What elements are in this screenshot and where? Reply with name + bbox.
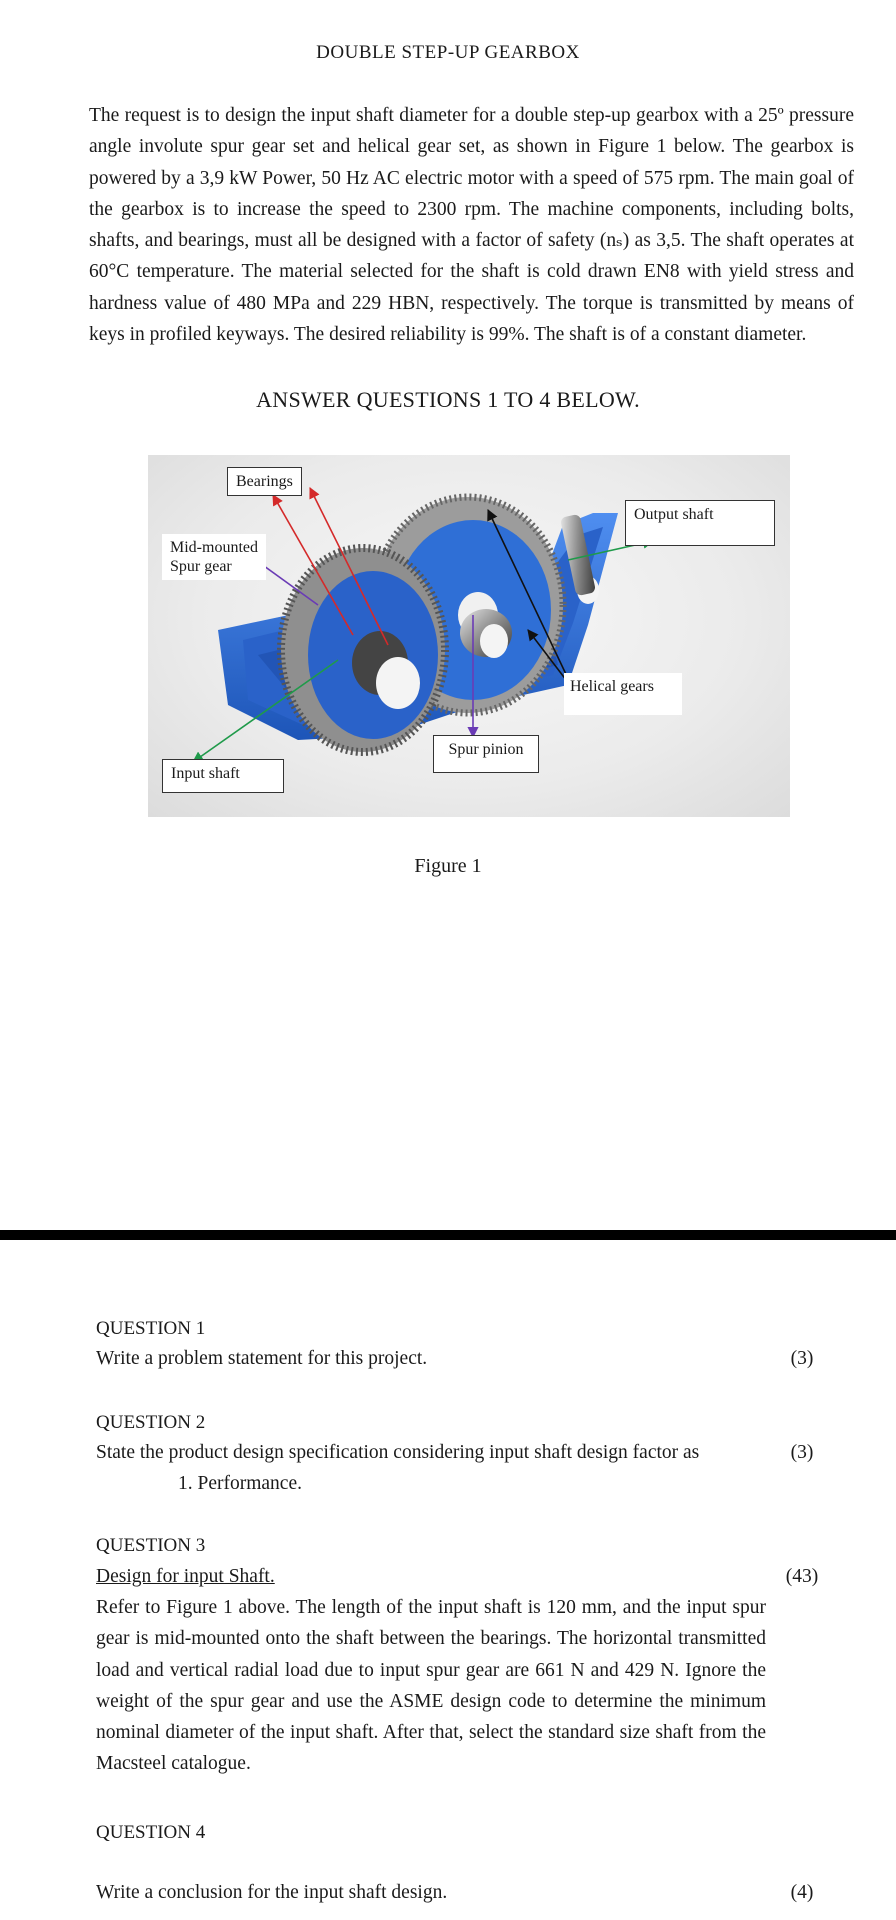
spur-pinion-label: Spur pinion: [433, 735, 539, 773]
question-2-marks: (3): [790, 1442, 814, 1463]
question-1-text: Write a problem statement for this project.: [96, 1348, 428, 1369]
answer-questions-heading: ANSWER QUESTIONS 1 TO 4 BELOW.: [256, 387, 640, 412]
question-4-heading: QUESTION 4: [96, 1822, 206, 1843]
question-2-heading: QUESTION 2: [96, 1412, 206, 1433]
question-3-heading: QUESTION 3: [96, 1535, 206, 1556]
intermediate-shaft-cap: [480, 624, 508, 658]
page-2: [0, 1240, 896, 1920]
helical-gears-label: Helical gears: [564, 673, 682, 715]
input-shaft-cap: [376, 657, 420, 709]
document-title: DOUBLE STEP-UP GEARBOX: [316, 42, 580, 63]
spur-gear: [281, 548, 445, 752]
question-4-text: Write a conclusion for the input shaft design.: [96, 1882, 448, 1903]
input-shaft-label: Input shaft: [162, 759, 284, 793]
question-1-marks: (3): [790, 1348, 814, 1369]
question-2-text: State the product design specification considering input shaft design factor as: [96, 1442, 700, 1463]
question-3-text: Refer to Figure 1 above. The length of the input shaft is 120 mm, and the input spur gear is mid-mounted onto the shaft between the bearings. The horizontal transmitted load and vertical radial load due to input spur gear are 661 N and 429 N. Ignore the weight of the spur gear and use the ASME design code to determine the minimum nominal diameter of the input shaft. After that, select the standard size shaft from the Macsteel catalogue.: [96, 1597, 766, 1775]
output-shaft-label: Output shaft: [625, 500, 775, 546]
mid-mounted-spur-gear-label: [162, 534, 266, 580]
question-3-subheading: Design for input Shaft.: [96, 1566, 275, 1587]
page-separator: [0, 1230, 896, 1240]
figure-caption: Figure 1: [414, 855, 482, 877]
question-3-marks: (43): [785, 1566, 819, 1587]
question-2-list-item: 1. Performance.: [178, 1473, 302, 1494]
question-1-heading: QUESTION 1: [96, 1318, 206, 1339]
mid-mounted-label-line-2: Spur gear: [170, 558, 232, 575]
question-4-marks: (4): [790, 1882, 814, 1903]
bearings-label: Bearings: [227, 467, 302, 496]
mid-mounted-label-line-1: Mid-mounted: [170, 539, 258, 556]
gearbox-figure: [148, 455, 790, 817]
intro-paragraph: The request is to design the input shaft diameter for a double step-up gearbox with a 25º pressure angle involute spur gear set and helical gear set, as shown in Figure 1 below. The gearbox is powered by a 3,9 kW Power, 50 Hz AC electric motor with a speed of 575 rpm. The main goal of the gearbox is to increase the speed to 2300 rpm. The machine components, including bolts, shafts, and bearings, must all be designed with a factor of safety (nₛ) as 3,5. The shaft operates at 60°C temperature. The material selected for the shaft is cold drawn EN8 with yield stress and hardness value of 480 MPa and 229 HBN, respectively. The torque is transmitted by means of keys in profiled keyways. The desired reliability is 99%. The shaft is of a constant diameter.: [89, 105, 854, 346]
